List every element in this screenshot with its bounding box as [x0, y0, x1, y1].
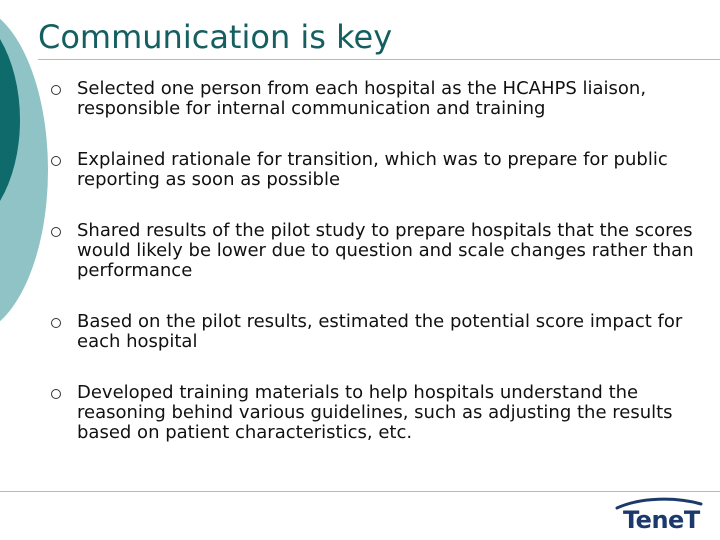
bullet-circle-icon — [51, 85, 61, 95]
bullet-circle-icon — [51, 156, 61, 166]
bullet-item — [50, 383, 700, 443]
bullet-text: Explained rationale for transition, which was to prepare for public reporting as soon as possible — [77, 149, 668, 190]
bullet-text: Selected one person from each hospital as the HCAHPS liaison, responsible for internal communication and training — [77, 78, 647, 119]
bullet-item — [50, 221, 700, 281]
bullet-item — [50, 150, 700, 190]
bullet-item — [50, 312, 700, 352]
bullet-text: Based on the pilot results, estimated the potential score impact for each hospital — [77, 311, 683, 352]
bullet-circle-icon — [51, 389, 61, 399]
slide-title: Communication is key — [38, 18, 393, 56]
bullet-text: Developed training materials to help hospitals understand the reasoning behind various guidelines, such as adjusting the results based on patient characteristics, etc. — [77, 382, 673, 443]
bullet-circle-icon — [51, 227, 61, 237]
tenet-logo — [611, 496, 706, 536]
title-divider — [38, 59, 720, 60]
bullet-item — [50, 79, 700, 119]
bullet-circle-icon — [51, 318, 61, 328]
footer-divider — [0, 491, 720, 492]
logo-wordmark: TeneT — [623, 506, 700, 534]
bullet-text: Shared results of the pilot study to prepare hospitals that the scores would likely be lower due to question and scale changes rather than performance — [77, 220, 694, 281]
bullet-list — [50, 79, 700, 443]
